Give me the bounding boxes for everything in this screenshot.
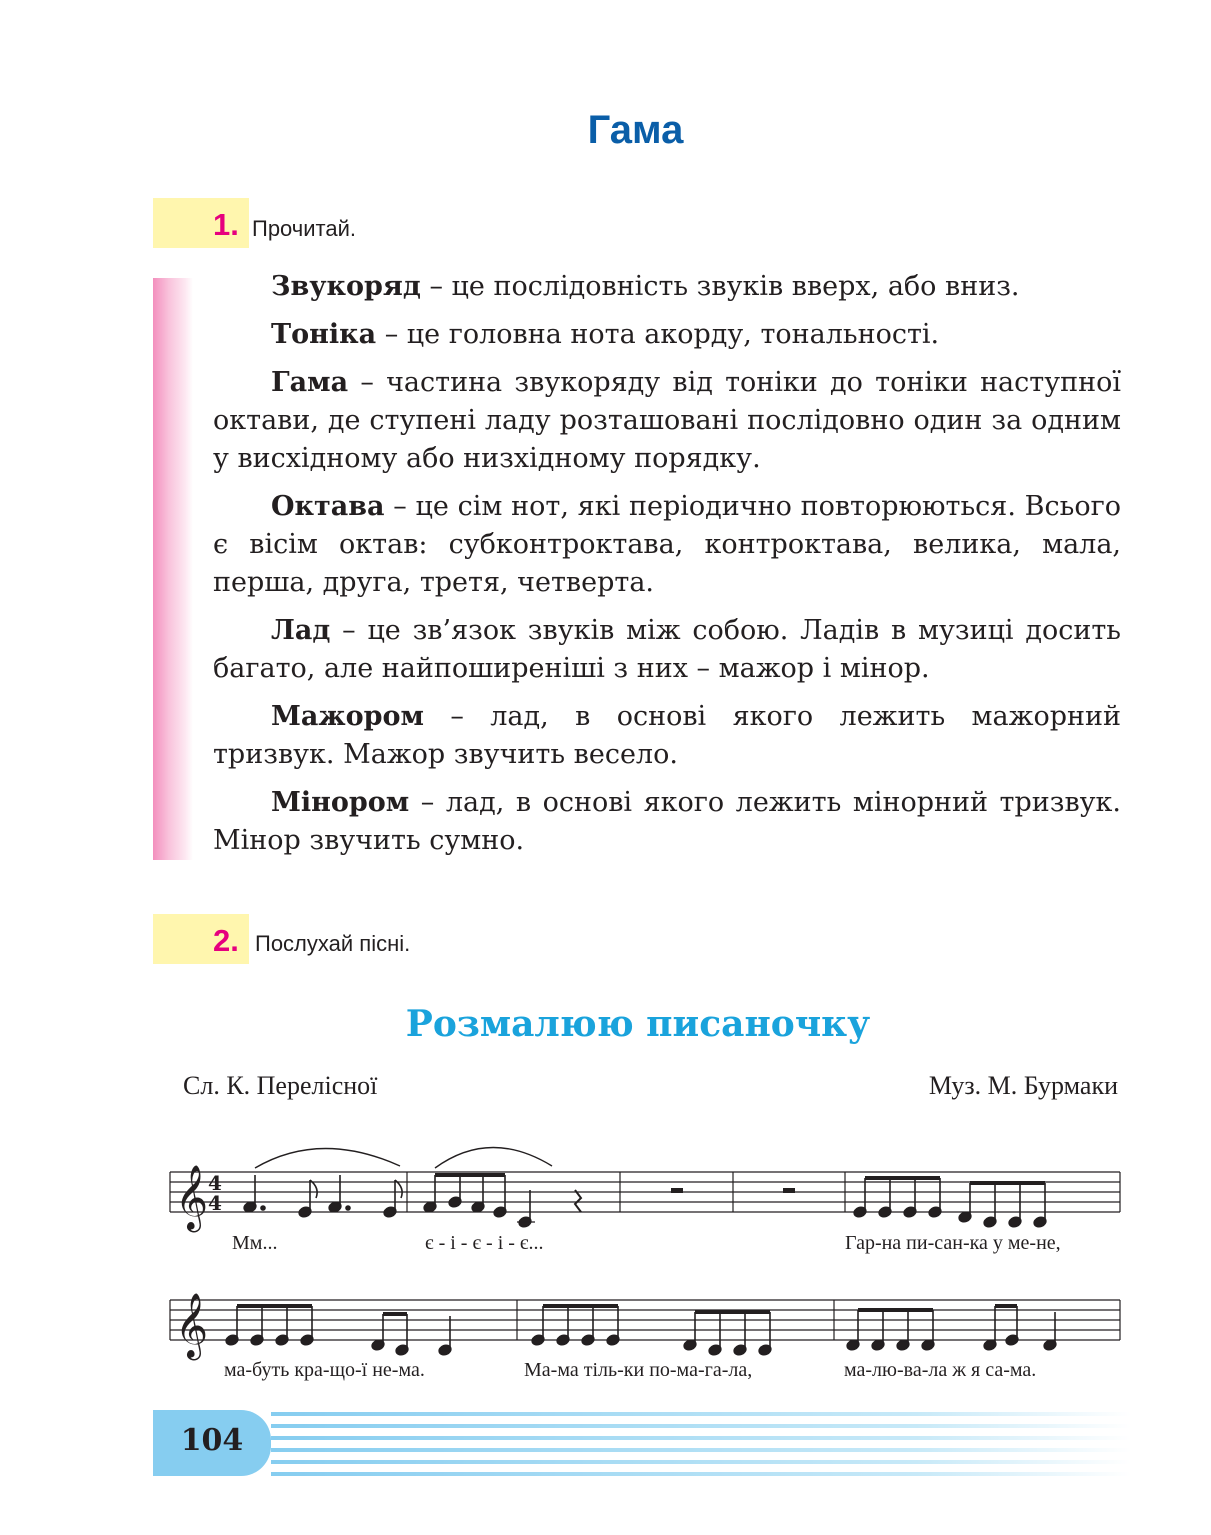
lyricist-credit: Сл. К. Перелісної — [183, 1071, 378, 1100]
sheet-music — [0, 1130, 1211, 1390]
definition — [213, 784, 1121, 860]
definition-text: – частина звукоряду від тоніки до тоніки наступної октави, де ступені ладу розташовані послідовно один за одним у висхідному або низхідному порядку. — [213, 367, 1121, 474]
time-signature-top: 4 — [208, 1171, 222, 1195]
definition-text: – це сім нот, які періодично повторюються. Всього є вісім октав: субконтроктава, контроктава, велика, мала, перша, друга, третя, четверта. — [213, 491, 1121, 598]
definition-term: Мажором — [271, 701, 424, 732]
lyric-segment: Гар-на пи-сан-ка у ме-не, — [845, 1232, 1061, 1254]
definition-term: Звукоряд — [271, 271, 421, 302]
lyric-segment: є - і - є - і - є... — [425, 1232, 544, 1254]
definition-text: – лад, в основі якого лежить мажорний тризвук. Мажор звучить весело. — [213, 701, 1121, 770]
lyric-segment: ма-буть кра-щo-ї не-ма. — [224, 1359, 425, 1381]
task-2-number: 2. — [213, 923, 239, 958]
task-1-number: 1. — [213, 207, 239, 242]
definition-term: Лад — [271, 615, 331, 646]
time-signature-bottom: 4 — [208, 1191, 222, 1215]
definition — [213, 698, 1121, 774]
definition-text: – це зв’язок звуків між собою. Ладів в музиці досить багато, але найпоширеніші з них – мажор і мінор. — [213, 615, 1121, 684]
staff-1-notes — [243, 1147, 1047, 1228]
lyric-segment: ма-лю-ва-ла ж я са-ма. — [844, 1359, 1037, 1381]
definition — [213, 612, 1121, 688]
definitions-block — [213, 268, 1121, 870]
treble-clef-icon: 𝄞 — [175, 1293, 209, 1358]
definition-term: Мінором — [271, 787, 410, 818]
task-2-instruction: Послухай пісні. — [255, 931, 411, 956]
song-title: Розмалюю писаночку — [405, 1003, 871, 1045]
staff-1 — [170, 1172, 1120, 1212]
footer-lines — [271, 1412, 1131, 1476]
definition-text: – це головна нота акорду, тональності. — [376, 319, 940, 350]
task-1-instruction: Прочитай. — [252, 216, 357, 241]
lyric-segment: Ма-ма тіль-ки по-ма-га-ла, — [524, 1359, 753, 1381]
page-title: Гама — [587, 108, 684, 152]
lyric-segment: Мм... — [232, 1232, 278, 1254]
definition — [213, 316, 1121, 354]
treble-clef-icon: 𝄞 — [175, 1165, 209, 1230]
definition-text: – лад, в основі якого лежить мінорний тризвук. Мінор звучить сумно. — [213, 787, 1121, 856]
definition — [213, 364, 1121, 478]
composer-credit: Муз. М. Бурмаки — [928, 1071, 1118, 1100]
page-number: 104 — [180, 1423, 244, 1458]
definition-term: Октава — [271, 491, 385, 522]
definition — [213, 268, 1121, 306]
definition-text: – це послідовність звуків вверх, або вниз. — [420, 271, 1020, 302]
definition-term: Гама — [271, 367, 349, 398]
staff-2-notes — [225, 1306, 1057, 1356]
definition — [213, 488, 1121, 602]
definition-term: Тоніка — [271, 319, 377, 350]
definitions-side-bar — [153, 278, 193, 860]
